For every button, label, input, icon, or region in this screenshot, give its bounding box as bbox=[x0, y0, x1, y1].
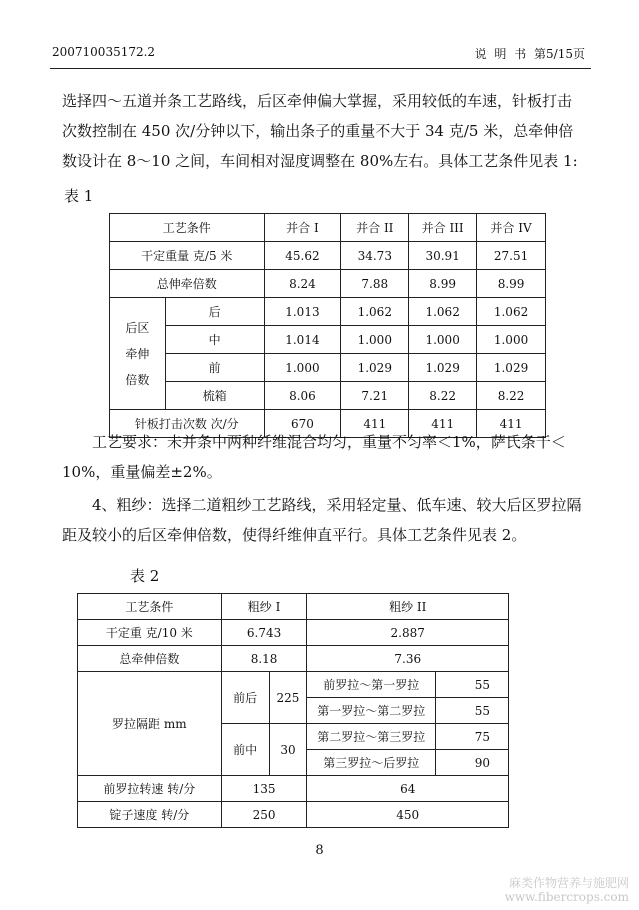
table-cell: 135 bbox=[221, 776, 307, 802]
paragraph-drawing-process: 选择四～五道并条工艺路线，后区牵伸偏大掌握，采用较低的车速，针板打击次数控制在 450 次/分钟以下，输出条子的重量不大于 34 克/5 米，总牵伸倍数设计在 8～10 之间，车间相对湿度调整在 80%左右。具体工艺条件见表 1: bbox=[62, 92, 578, 170]
table-cell: 1.062 bbox=[477, 298, 546, 326]
table-header-cell: 工艺条件 bbox=[110, 214, 265, 242]
table-cell: 75 bbox=[436, 724, 509, 750]
table-row bbox=[78, 802, 509, 828]
table-cell: 1.000 bbox=[477, 326, 546, 354]
table-header-cell: 并合 II bbox=[341, 214, 409, 242]
table-cell: 30.91 bbox=[409, 242, 477, 270]
row-label: 第一罗拉～第二罗拉 bbox=[307, 698, 436, 724]
table-row bbox=[110, 270, 546, 298]
table-header-cell: 工艺条件 bbox=[78, 594, 222, 620]
table-cell: 1.013 bbox=[264, 298, 341, 326]
table-cell: 8.06 bbox=[264, 382, 341, 410]
row-label: 干定重 克/10 米 bbox=[78, 620, 222, 646]
table-cell: 1.062 bbox=[409, 298, 477, 326]
table-cell: 7.36 bbox=[307, 646, 509, 672]
table-row bbox=[78, 620, 509, 646]
table-row bbox=[78, 672, 509, 698]
table-header-cell: 并合 IV bbox=[477, 214, 546, 242]
row-label: 梳箱 bbox=[165, 382, 264, 410]
table-cell: 8.22 bbox=[409, 382, 477, 410]
table-cell: 411 bbox=[477, 410, 546, 438]
row-label: 罗拉隔距 mm bbox=[78, 672, 222, 776]
table-cell: 1.000 bbox=[341, 326, 409, 354]
table-cell: 8.24 bbox=[264, 270, 341, 298]
header-rule bbox=[50, 68, 591, 69]
row-label: 第二罗拉～第三罗拉 bbox=[307, 724, 436, 750]
table-header-cell: 并合 III bbox=[409, 214, 477, 242]
row-label: 前后 bbox=[221, 672, 269, 724]
table-cell: 2.887 bbox=[307, 620, 509, 646]
table-row bbox=[110, 382, 546, 410]
table-header-cell: 粗纱 I bbox=[221, 594, 307, 620]
table-header-cell: 粗纱 II bbox=[307, 594, 509, 620]
table-cell: 450 bbox=[307, 802, 509, 828]
table-cell: 1.029 bbox=[477, 354, 546, 382]
table-roving-conditions bbox=[77, 593, 509, 828]
table-cell: 55 bbox=[436, 698, 509, 724]
row-label: 前中 bbox=[221, 724, 269, 776]
table-cell: 1.029 bbox=[409, 354, 477, 382]
table2-caption: 表 2 bbox=[130, 567, 160, 585]
table-cell: 55 bbox=[436, 672, 509, 698]
table-cell: 7.21 bbox=[341, 382, 409, 410]
watermark-url: www.fibercrops.com bbox=[504, 890, 629, 904]
table-cell: 45.62 bbox=[264, 242, 341, 270]
table-cell: 64 bbox=[307, 776, 509, 802]
table-cell: 1.014 bbox=[264, 326, 341, 354]
table-cell: 90 bbox=[436, 750, 509, 776]
table-cell: 34.73 bbox=[341, 242, 409, 270]
table-row bbox=[78, 646, 509, 672]
row-label: 干定重量 克/5 米 bbox=[110, 242, 265, 270]
row-label: 针板打击次数 次/分 bbox=[110, 410, 265, 438]
row-label: 锭子速度 转/分 bbox=[78, 802, 222, 828]
table-cell: 8.99 bbox=[477, 270, 546, 298]
table-cell: 411 bbox=[341, 410, 409, 438]
page-number: 8 bbox=[315, 843, 324, 858]
table-cell: 250 bbox=[221, 802, 307, 828]
watermark bbox=[505, 876, 629, 904]
table-cell: 1.029 bbox=[341, 354, 409, 382]
table-header-cell: 并合 I bbox=[264, 214, 341, 242]
table-cell: 225 bbox=[269, 672, 307, 724]
row-label: 第三罗拉～后罗拉 bbox=[307, 750, 436, 776]
header-page-info: 说 明 书 第5/15页 bbox=[474, 47, 585, 61]
table-cell: 411 bbox=[409, 410, 477, 438]
table-row bbox=[110, 298, 546, 326]
table-cell: 8.22 bbox=[477, 382, 546, 410]
table-row bbox=[110, 354, 546, 382]
table-row bbox=[110, 326, 546, 354]
table-cell: 1.062 bbox=[341, 298, 409, 326]
paragraph-roving: 4、粗纱：选择二道粗纱工艺路线，采用轻定量、低车速、较大后区罗拉隔距及较小的后区牵伸倍数，使得纤维伸直平行。具体工艺条件见表 2。 bbox=[62, 496, 582, 544]
table-drawing-conditions bbox=[109, 213, 546, 438]
table-row bbox=[78, 776, 509, 802]
table-cell: 1.000 bbox=[409, 326, 477, 354]
table-header-row bbox=[78, 594, 509, 620]
table-cell: 8.99 bbox=[409, 270, 477, 298]
row-label: 前 bbox=[165, 354, 264, 382]
table-header-row bbox=[110, 214, 546, 242]
group-label: 后区 牵伸 倍数 bbox=[110, 298, 166, 410]
table-cell: 6.743 bbox=[221, 620, 307, 646]
table-cell: 30 bbox=[269, 724, 307, 776]
row-label: 后 bbox=[165, 298, 264, 326]
row-label: 总伸牵倍数 bbox=[110, 270, 265, 298]
paragraph-requirements: 工艺要求：未并条中两种纤维混合均匀，重量不匀率＜1%，萨氏条干＜10%，重量偏差±2%。 bbox=[62, 433, 566, 481]
table-cell: 27.51 bbox=[477, 242, 546, 270]
table-row bbox=[110, 242, 546, 270]
table-cell: 1.000 bbox=[264, 354, 341, 382]
document-number: 200710035172.2 bbox=[52, 45, 156, 59]
row-label: 中 bbox=[165, 326, 264, 354]
watermark-title: 麻类作物营养与施肥网 bbox=[508, 876, 629, 890]
table-cell: 670 bbox=[264, 410, 341, 438]
table-cell: 8.18 bbox=[221, 646, 307, 672]
row-label: 总牵伸倍数 bbox=[78, 646, 222, 672]
table-cell: 7.88 bbox=[341, 270, 409, 298]
row-label: 前罗拉转速 转/分 bbox=[78, 776, 222, 802]
table1-caption: 表 1 bbox=[64, 187, 94, 205]
row-label: 前罗拉～第一罗拉 bbox=[307, 672, 436, 698]
